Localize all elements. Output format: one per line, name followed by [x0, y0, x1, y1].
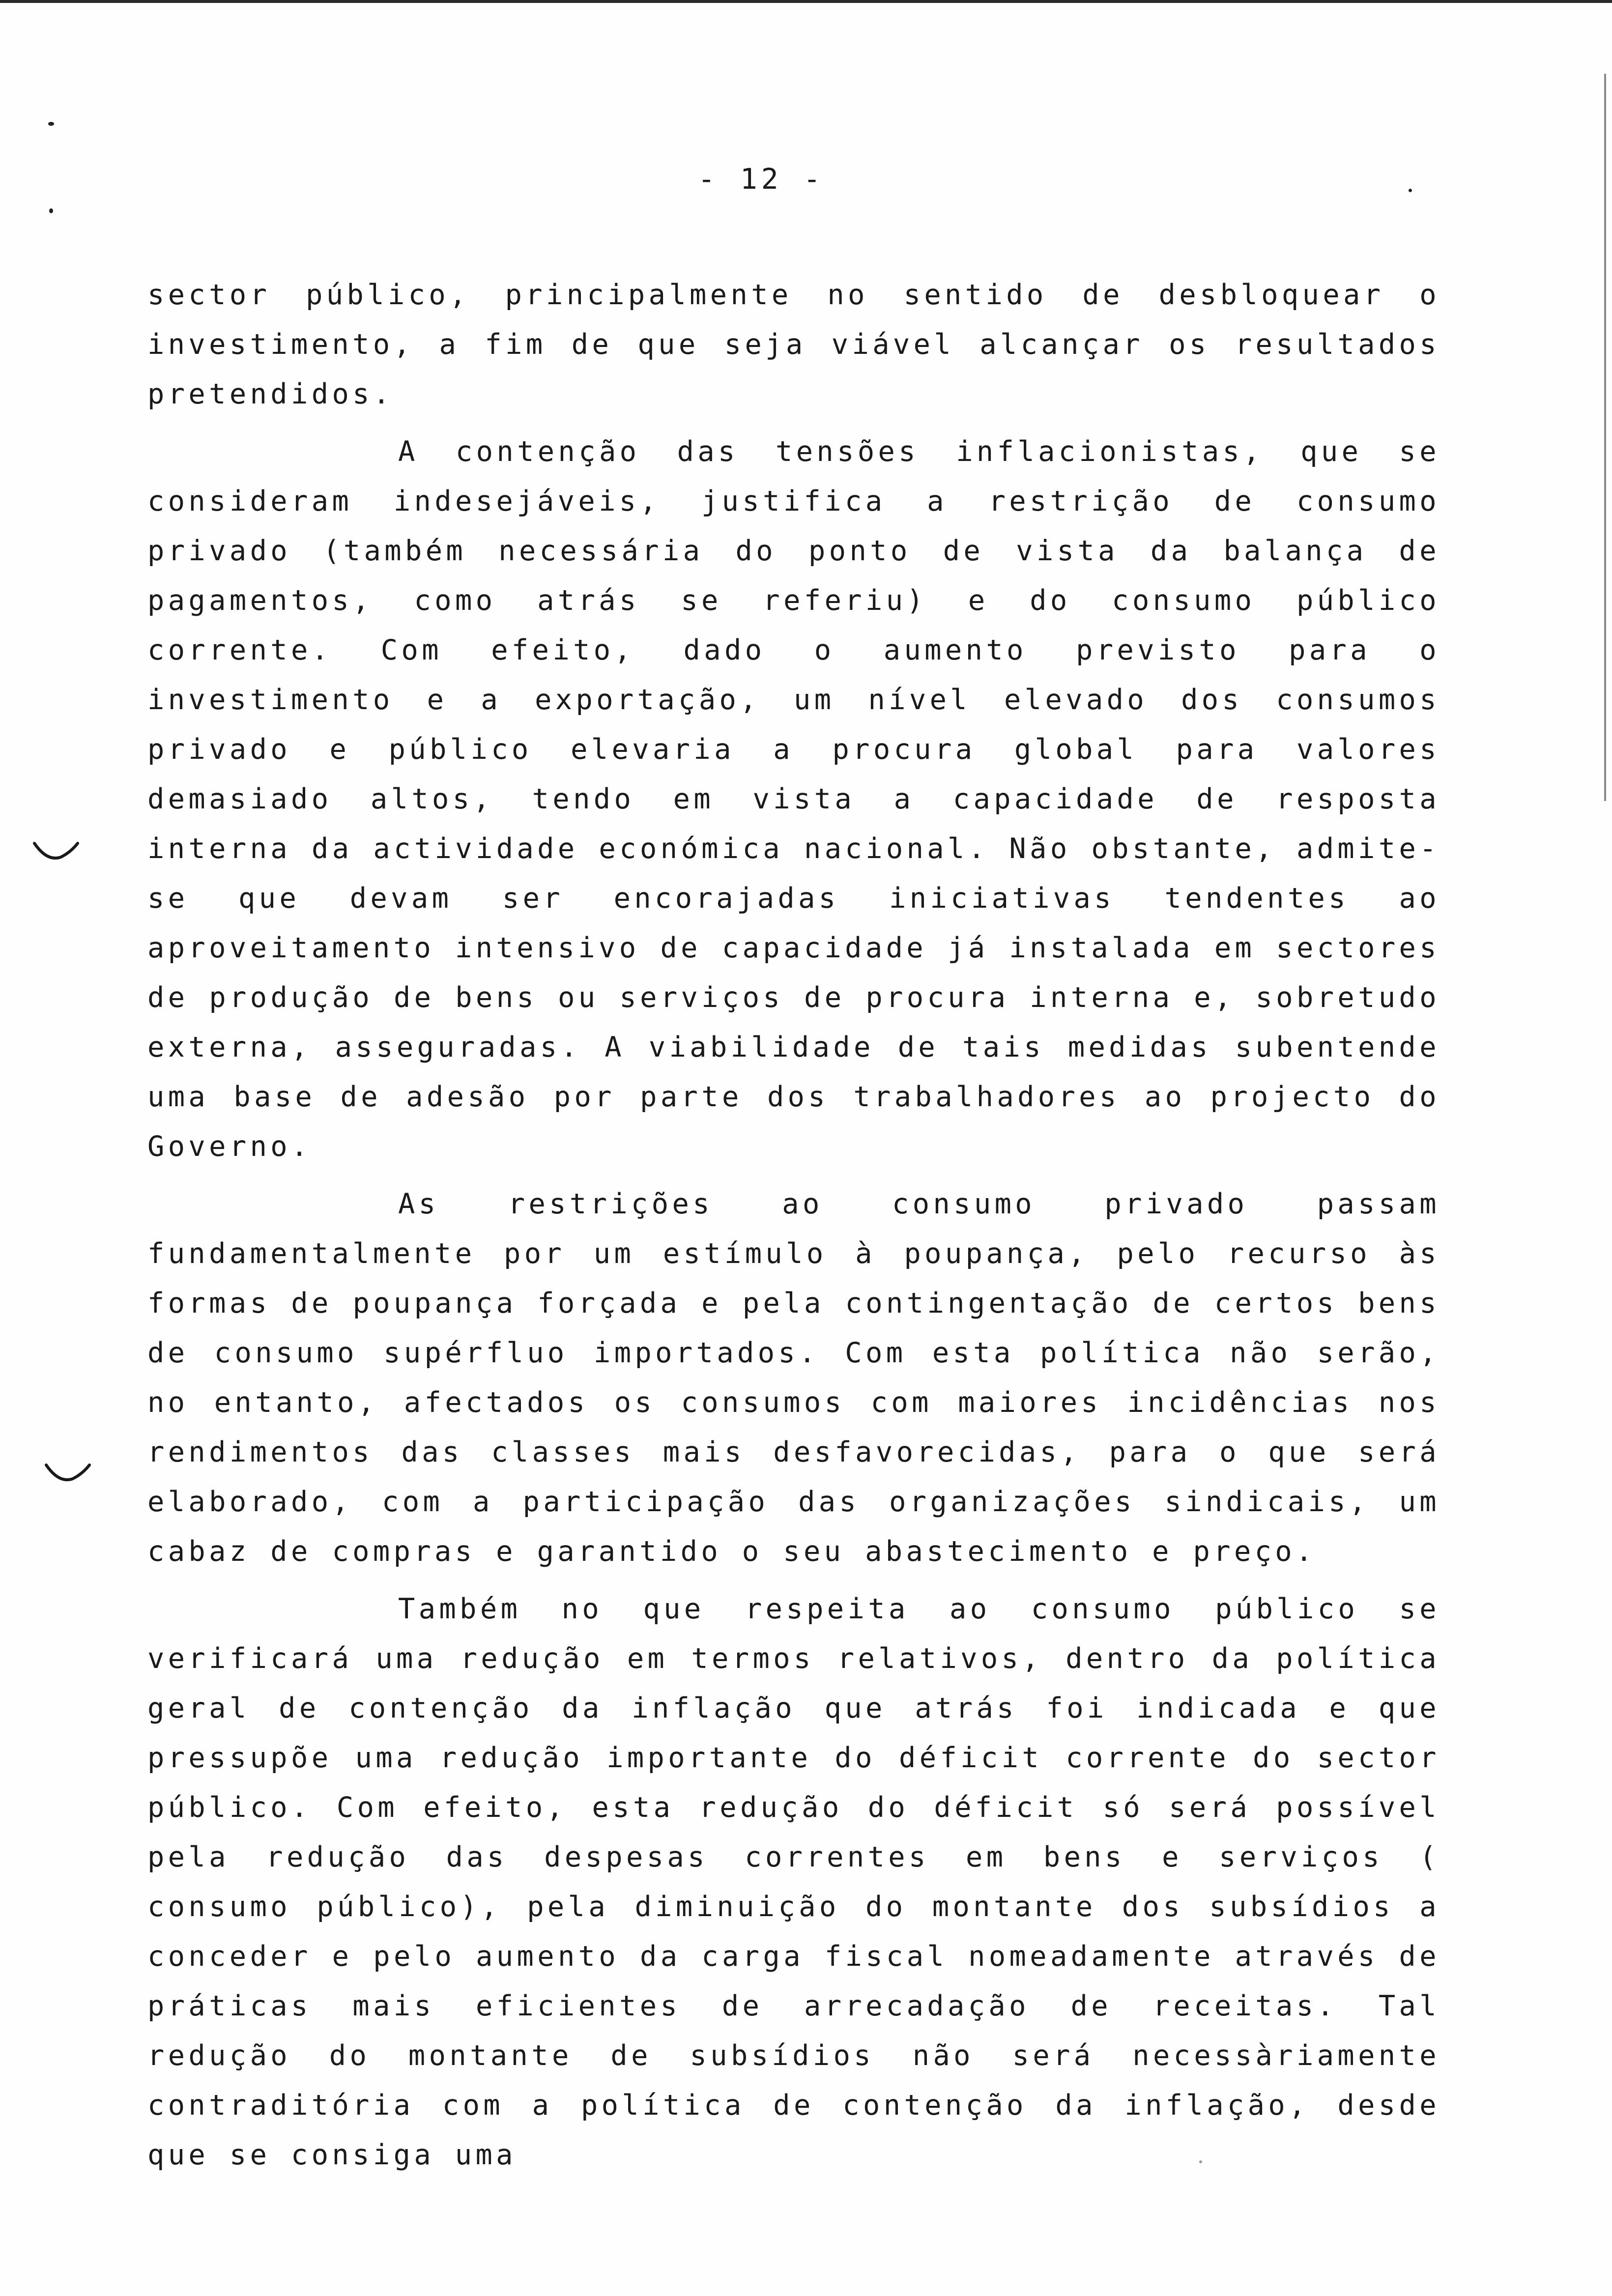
- paragraph: Também no que respeita ao consumo público se verificará uma redução em termos relativos, dentro da política geral de contenção da inflação que atrás foi indicada e que pressupõe uma redução importante do déficit corrente do sector público. Com efeito, esta redução do déficit só será possível pela redução das despesas correntes em bens e serviços ( consumo público), pela diminuição do montante dos subsídios a conceder e pelo aumento da carga fiscal nomeadamente através de práticas mais eficientes de arrecadação de receitas. Tal redução do montante de subsídios não será necessàriamente contraditória com a política de contenção da inflação, desde que se consiga uma: [147, 1593, 1440, 2171]
- paragraph: A contenção das tensões inflacionistas, que se consideram indesejáveis, justifica a restrição de consumo privado (também necessária do ponto de vista da balança de pagamentos, como atrás se referiu) e do consumo público corrente. Com efeito, dado o aumento previsto para o investimento e a exportação, um nível elevado dos consumos privado e público elevaria a procura global para valores demasiado altos, tendo em vista a capacidade de resposta interna da actividade económica nacional. Não obstante, admite-se que devam ser encorajadas iniciativas tendentes ao aproveitamento intensivo de capacidade já instalada em sectores de produção de bens ou serviços de procura interna e, sobretudo externa, asseguradas. A viabilidade de tais medidas subentende uma base de adesão por parte dos trabalhadores ao projecto do Governo.: [147, 435, 1440, 1163]
- paragraph: As restrições ao consumo privado passam fundamentalmente por um estímulo à poupança, pelo recurso às formas de poupança forçada e pela contingentação de certos bens de consumo supérfluo importados. Com esta política não serão, no entanto, afectados os consumos com maiores incidências nos rendimentos das classes mais desfavorecidas, para o que será elaborado, com a participação das organizações sindicais, um cabaz de compras e garantido o seu abastecimento e preço.: [147, 1188, 1440, 1568]
- margin-check-mark-icon: [32, 840, 80, 864]
- scan-speck: [1409, 189, 1412, 192]
- scan-right-edge: [1604, 74, 1606, 801]
- page-number: - 12 -: [698, 162, 825, 196]
- scan-speck: [49, 208, 53, 213]
- paragraph: sector público, principalmente no sentido de desbloquear o investimento, a fim de que seja viável alcançar os resultados pretendidos.: [147, 279, 1440, 410]
- scan-top-border: [0, 0, 1612, 3]
- margin-check-mark-icon: [44, 1462, 91, 1486]
- document-body: [147, 270, 1440, 2180]
- scan-speck: [48, 122, 54, 126]
